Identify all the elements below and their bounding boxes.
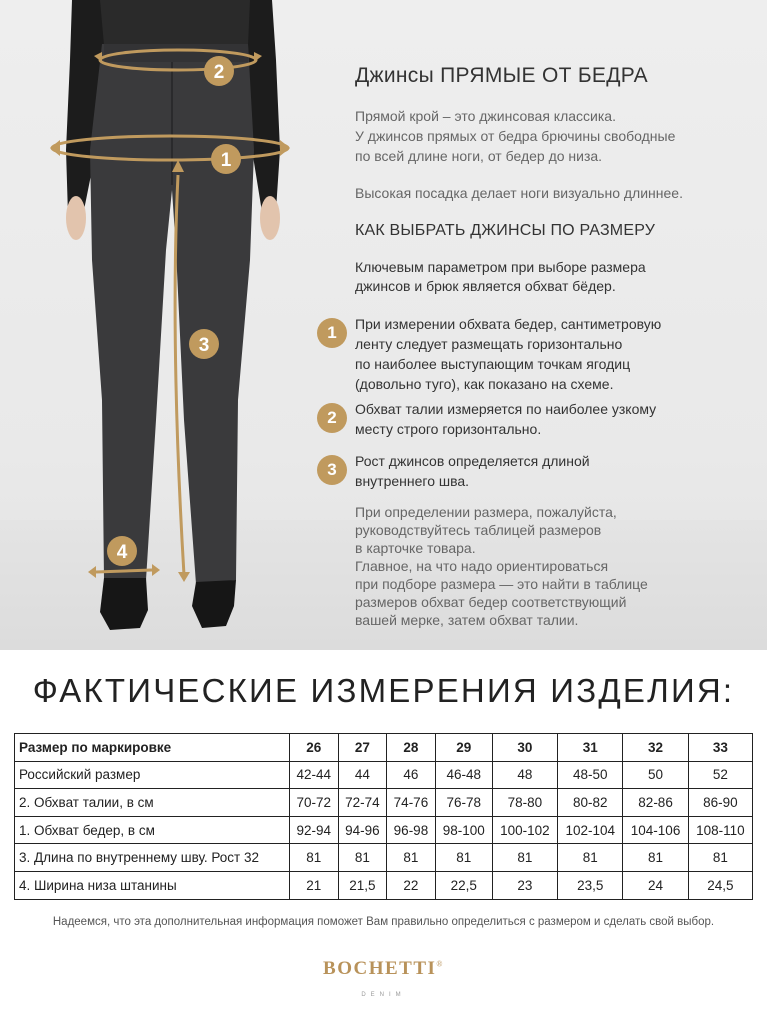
table-header-cell: 30 — [492, 734, 557, 762]
table-header-cell: 29 — [435, 734, 492, 762]
table-cell: 46-48 — [435, 761, 492, 789]
table-header-row — [15, 734, 753, 762]
table-cell: 81 — [290, 844, 339, 872]
left-boot — [100, 578, 148, 630]
hem-measure-line — [96, 570, 152, 572]
table-cell: 3. Длина по внутреннему шву. Рост 32 — [15, 844, 290, 872]
size-table — [14, 733, 753, 900]
measurements-title: ФАКТИЧЕСКИЕ ИЗМЕРЕНИЯ ИЗДЕЛИЯ: — [32, 672, 735, 709]
table-cell: 98-100 — [435, 816, 492, 844]
marker-1-label: 1 — [220, 150, 232, 171]
table-header-cell: 27 — [338, 734, 387, 762]
table-cell: 108-110 — [688, 816, 752, 844]
howto-heading: КАК ВЫБРАТЬ ДЖИНСЫ ПО РАЗМЕРУ — [355, 222, 656, 239]
table-cell: 92-94 — [290, 816, 339, 844]
table-header-cell: 32 — [623, 734, 688, 762]
table-cell: 48-50 — [558, 761, 623, 789]
marker-2-label: 2 — [213, 62, 225, 83]
table-cell: 81 — [623, 844, 688, 872]
table-cell: 21 — [290, 871, 339, 899]
table-cell: 2. Обхват талии, в см — [15, 789, 290, 817]
table-cell: 104-106 — [623, 816, 688, 844]
right-hand — [260, 196, 280, 240]
table-header-cell: 33 — [688, 734, 752, 762]
table-row — [15, 789, 753, 817]
key-parameter-text: Ключевым параметром при выборе размера джинсов и брюк является обхват бёдер. — [355, 259, 646, 294]
table-cell: 23,5 — [558, 871, 623, 899]
table-row — [15, 761, 753, 789]
table-cell: 94-96 — [338, 816, 387, 844]
table-cell: 52 — [688, 761, 752, 789]
table-header-cell: 31 — [558, 734, 623, 762]
model-figure — [0, 0, 330, 650]
table-cell: 23 — [492, 871, 557, 899]
table-header-cell: Размер по маркировке — [15, 734, 290, 762]
table-cell: 81 — [688, 844, 752, 872]
table-cell: Российский размер — [15, 761, 290, 789]
size-advice-text: При определении размера, пожалуйста, руководствуйтесь таблицей размеров в карточке товара. Главное, на что надо ориентироваться при подборе размера — это найти в таблице размеров обхват бедер соответствующий вашей мерке, затем обхват талии. — [355, 504, 648, 628]
rise-note: Высокая посадка делает ноги визуально длиннее. — [355, 185, 683, 201]
torso — [100, 0, 250, 45]
table-cell: 81 — [387, 844, 436, 872]
table-cell: 50 — [623, 761, 688, 789]
footer-note: Надеемся, что эта дополнительная информация поможет Вам правильно определиться с размером и сделать свой выбор. — [52, 916, 715, 928]
table-cell: 102-104 — [558, 816, 623, 844]
table-cell: 44 — [338, 761, 387, 789]
brand-logo: BOCHETTI® — [323, 958, 444, 979]
table-header-cell: 26 — [290, 734, 339, 762]
table-cell: 81 — [338, 844, 387, 872]
table-row — [15, 844, 753, 872]
table-cell: 80-82 — [558, 789, 623, 817]
table-cell: 81 — [558, 844, 623, 872]
table-cell: 70-72 — [290, 789, 339, 817]
brand-subtitle: DENIM — [361, 992, 406, 998]
table-cell: 78-80 — [492, 789, 557, 817]
table-cell: 74-76 — [387, 789, 436, 817]
table-cell: 96-98 — [387, 816, 436, 844]
table-cell: 48 — [492, 761, 557, 789]
right-boot — [192, 580, 236, 628]
intro-text: Прямой крой – это джинсовая классика. У джинсов прямых от бедра брючины свободные по всей длине ноги, от бедер до низа. — [355, 108, 676, 164]
step-3-badge: 3 — [317, 455, 347, 485]
table-cell: 81 — [435, 844, 492, 872]
table-header-cell: 28 — [387, 734, 436, 762]
table-cell: 22 — [387, 871, 436, 899]
table-cell: 24,5 — [688, 871, 752, 899]
table-row — [15, 816, 753, 844]
table-cell: 100-102 — [492, 816, 557, 844]
table-row — [15, 871, 753, 899]
table-cell: 76-78 — [435, 789, 492, 817]
table-cell: 42-44 — [290, 761, 339, 789]
marker-4-label: 4 — [116, 542, 128, 563]
table-cell: 22,5 — [435, 871, 492, 899]
table-cell: 4. Ширина низа штанины — [15, 871, 290, 899]
table-cell: 81 — [492, 844, 557, 872]
step-1-badge: 1 — [317, 318, 347, 348]
table-cell: 86-90 — [688, 789, 752, 817]
table-cell: 46 — [387, 761, 436, 789]
step-2-badge: 2 — [317, 403, 347, 433]
table-cell: 72-74 — [338, 789, 387, 817]
hero-section: 1 2 3 4 Джинсы ПРЯМЫЕ ОТ БЕДРА Прямой крой – это джинсовая классика. У джинсов прямых от бедра брючины свободные по всей длине ноги, от бедер до низа. Высокая посадка делает ноги визуально длиннее. КАК ВЫБРАТЬ ДЖИНСЫ ПО РАЗМЕРУ Ключевым параметром при выборе размера джинсов и брюк является обхват бёдер. 1 При измерении обхвата бедер, сантиметровую ленту следует размещать горизонтально по наиболее выступающим точкам ягодиц (довольно туго), как показано на схеме. 2 Обхват талии измеряется по наиболее узкому месту строго горизонтально. 3 Рост джинсов определяется длиной внутреннего шва. При определении размера, пожалуйста, руководствуйтесь таблицей размеров в карточке товара. Главное, на что надо ориентироваться при подборе размера — это найти в таблице размеров обхват бедер соответствующий вашей мерке, затем обхват талии. — [0, 0, 767, 650]
product-title: Джинсы ПРЯМЫЕ ОТ БЕДРА — [355, 64, 648, 87]
table-cell: 24 — [623, 871, 688, 899]
table-cell: 21,5 — [338, 871, 387, 899]
left-hand — [66, 196, 86, 240]
table-cell: 82-86 — [623, 789, 688, 817]
marker-3-label: 3 — [198, 335, 210, 356]
table-cell: 1. Обхват бедер, в см — [15, 816, 290, 844]
